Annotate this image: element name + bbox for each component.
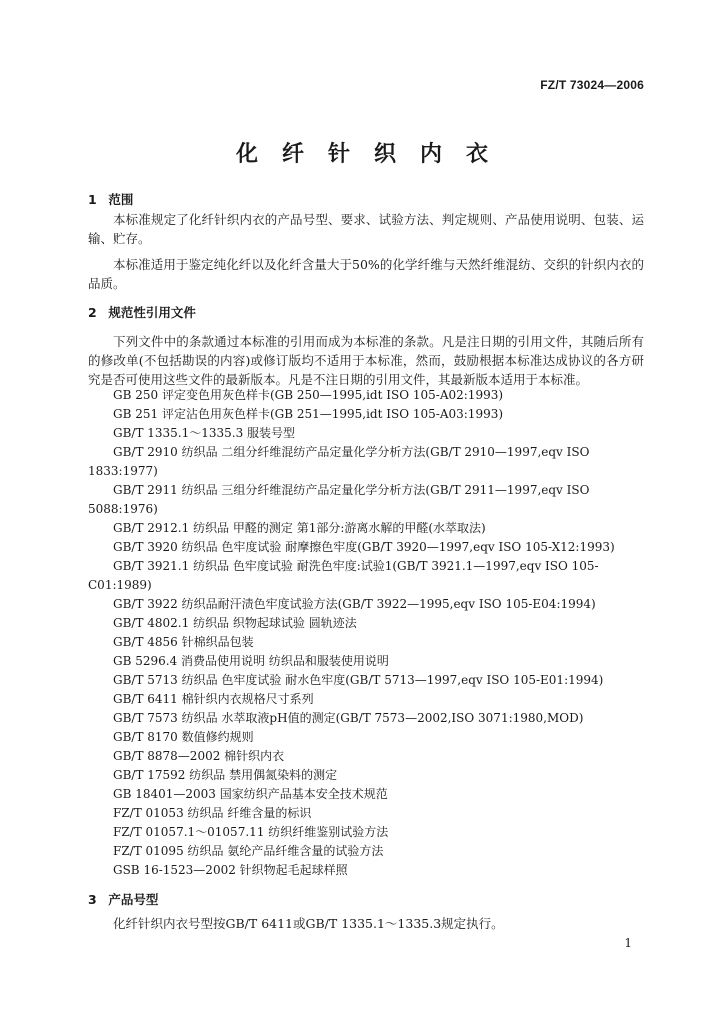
references-intro: 下列文件中的条款通过本标准的引用而成为本标准的条款。凡是注日期的引用文件，其随后所有的修改单(不包括勘误的内容)或修订版均不适用于本标准，然而，鼓励根据本标准达成协议的各方研究是否可使用这些文件的最新版本。凡是不注日期的引用文件，其最新版本适用于本标准。 [88,334,644,387]
reference-item: GB/T 5713 纺织品 色牢度试验 耐水色牢度(GB/T 5713—1997,eqv ISO 105-E01:1994) [113,673,604,687]
page-number: 1 [624,936,632,950]
section-heading-product-size [88,890,158,908]
section-title: 规范性引用文件 [108,305,196,320]
section-heading-references [88,303,196,321]
reference-item: GB/T 4856 针棉织品包装 [113,635,254,649]
reference-item: GB/T 2910 纺织品 二组分纤维混纺产品定量化学分析方法(GB/T 2910—1997,eqv ISO 1833:1977) [88,445,590,478]
section-number: 1 [88,192,97,207]
reference-item: GB/T 3920 纺织品 色牢度试验 耐摩擦色牢度(GB/T 3920—1997,eqv ISO 105-X12:1993) [113,540,615,554]
scope-paragraph-1: 本标准规定了化纤针织内衣的产品号型、要求、试验方法、判定规则、产品使用说明、包装、运输、贮存。 [88,212,644,246]
reference-item: GB/T 4802.1 纺织品 织物起球试验 圆轨迹法 [113,616,357,630]
reference-item: GB/T 7573 纺织品 水萃取液pH值的测定(GB/T 7573—2002,ISO 3071:1980,MOD) [113,711,584,725]
document-title: 化纤针织内衣 [235,142,512,167]
reference-item: GB 18401—2003 国家纺织产品基本安全技术规范 [113,787,388,801]
reference-item: GB/T 8170 数值修约规则 [113,730,254,744]
reference-item: FZ/T 01095 纺织品 氨纶产品纤维含量的试验方法 [113,844,384,858]
reference-item: GB/T 2911 纺织品 三组分纤维混纺产品定量化学分析方法(GB/T 2911—1997,eqv ISO 5088:1976) [88,483,590,516]
reference-item: GB/T 3922 纺织品耐汗渍色牢度试验方法(GB/T 3922—1995,eqv ISO 105-E04:1994) [113,597,596,611]
reference-item: GB/T 3921.1 纺织品 色牢度试验 耐洗色牢度:试验1(GB/T 3921.1—1997,eqv ISO 105-C01:1989) [88,559,599,592]
reference-item: GB 251 评定沾色用灰色样卡(GB 251—1995,idt ISO 105-A03:1993) [113,407,504,421]
reference-item: GB/T 8878—2002 棉针织内衣 [113,749,285,763]
reference-item: FZ/T 01053 纺织品 纤维含量的标识 [113,806,312,820]
reference-item: FZ/T 01057.1～01057.11 纺织纤维鉴别试验方法 [113,825,389,839]
product-size-paragraph: 化纤针织内衣号型按GB/T 6411或GB/T 1335.1～1335.3规定执行。 [113,916,504,931]
reference-item: GB 5296.4 消费品使用说明 纺织品和服装使用说明 [113,654,389,668]
reference-item: GB/T 2912.1 纺织品 甲醛的测定 第1部分:游离水解的甲醛(水萃取法) [113,521,486,535]
section-heading-scope [88,190,133,208]
section-title: 产品号型 [108,892,159,907]
reference-item: GSB 16-1523—2002 针织物起毛起球样照 [113,863,348,877]
scope-paragraph-2: 本标准适用于鉴定纯化纤以及化纤含量大于50%的化学纤维与天然纤维混纺、交织的针织内衣的品质。 [88,257,644,291]
reference-item: GB/T 17592 纺织品 禁用偶氮染料的测定 [113,768,338,782]
section-number: 2 [88,305,97,320]
section-title: 范围 [108,192,134,207]
reference-item: GB 250 评定变色用灰色样卡(GB 250—1995,idt ISO 105-A02:1993) [113,388,504,402]
reference-item: GB/T 1335.1～1335.3 服装号型 [113,426,296,440]
reference-item: GB/T 6411 棉针织内衣规格尺寸系列 [113,692,314,706]
section-number: 3 [88,892,97,907]
standard-number: FZ/T 73024—2006 [540,78,644,92]
